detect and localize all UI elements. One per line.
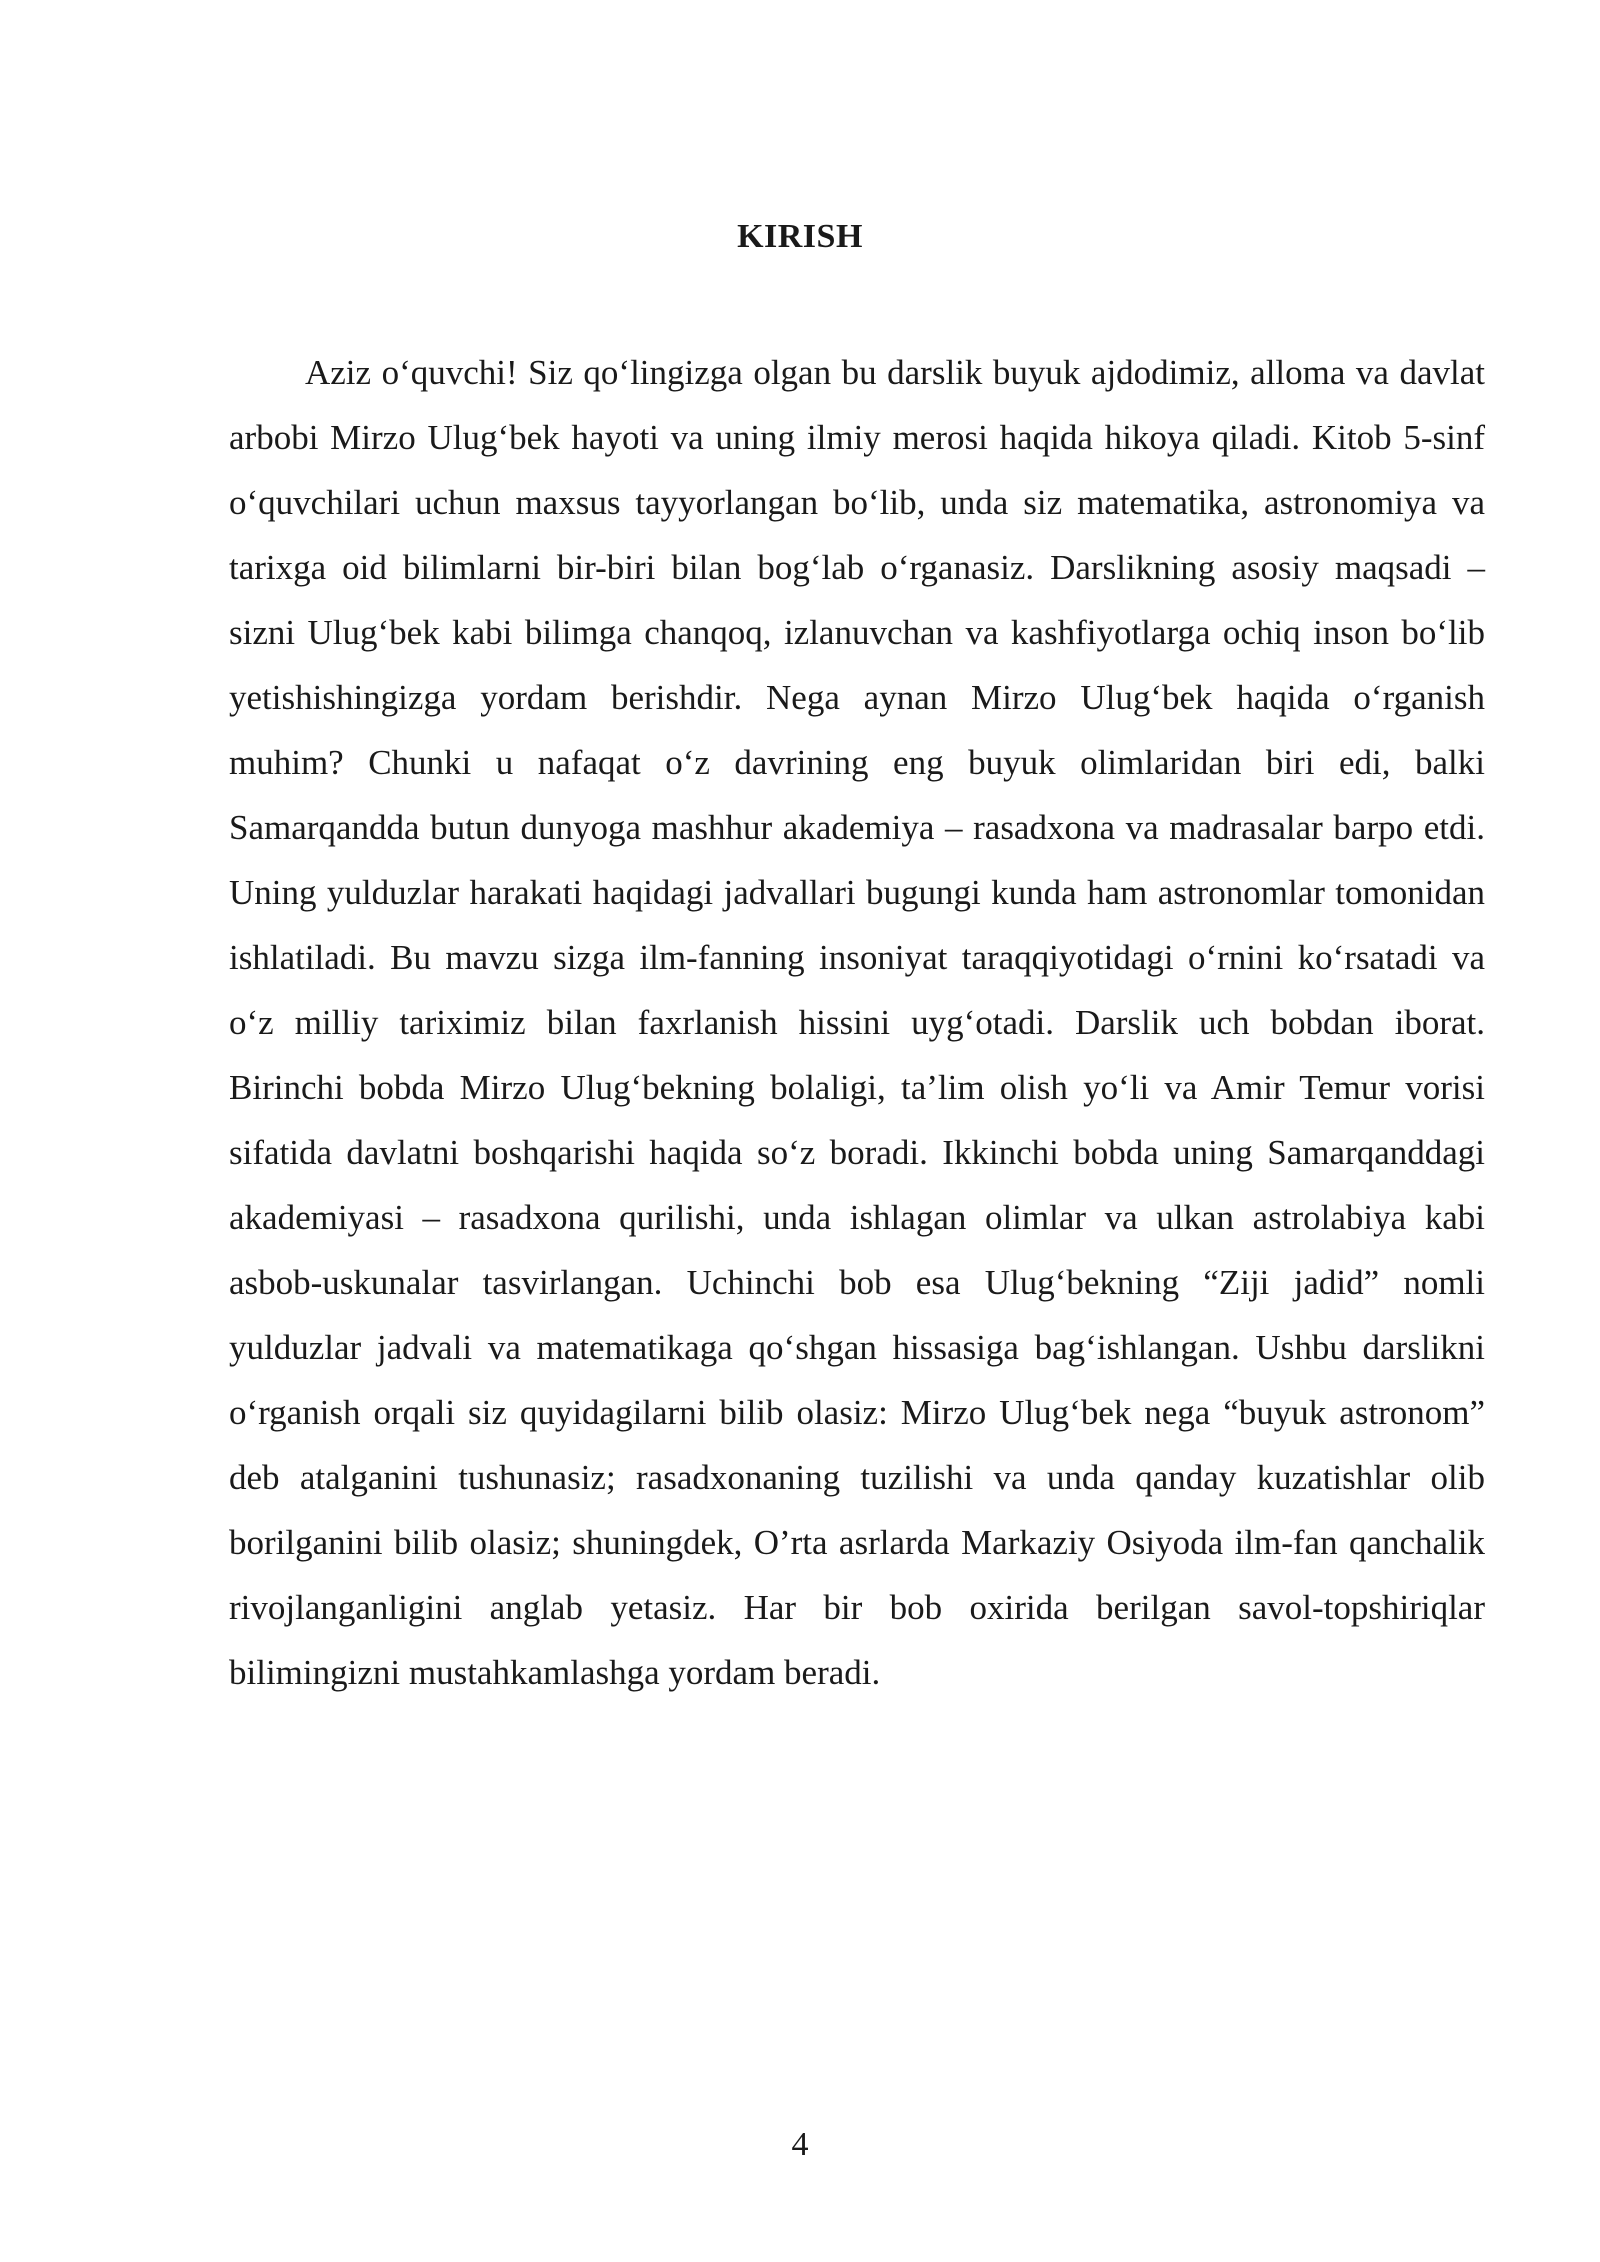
page-number: 4 [791,2126,809,2163]
body-paragraph: Aziz o‘quvchi! Siz qo‘lingizga olgan bu darslik buyuk ajdodimiz, alloma va davlat arbobi Mirzo Ulug‘bek hayoti va uning ilmiy merosi haqida hikoya qiladi. Kitob 5-sinf o‘quvchilari uchun maxsus tayyorlangan bo‘lib, unda siz matematika, astronomiya va tarixga oid bilimlarni bir-biri bilan bog‘lab o‘rganasiz. Darslikning asosiy maqsadi – sizni Ulug‘bek kabi bilimga chanqoq, izlanuvchan va kashfiyotlarga ochiq inson bo‘lib yetishishingizga yordam berishdir. Nega aynan Mirzo Ulug‘bek haqida o‘rganish muhim? Chunki u nafaqat o‘z davrining eng buyuk olimlaridan biri edi, balki Samarqandda butun dunyoga mashhur akademiya – rasadxona va madrasalar barpo etdi. Uning yulduzlar harakati haqidagi jadvallari bugungi kunda ham astronomlar tomonidan ishlatiladi. Bu mavzu sizga ilm-fanning insoniyat taraqqiyotidagi o‘rnini ko‘rsatadi va o‘z milliy tariximiz bilan faxrlanish hissini uyg‘otadi. Darslik uch bobdan iborat. Birinchi bobda Mirzo Ulug‘bekning bolaligi, ta’lim olish yo‘li va Amir Temur vorisi sifatida davlatni boshqarishi haqida so‘z boradi. Ikkinchi bobda uning Samarqanddagi akademiyasi – rasadxona qurilishi, unda ishlagan olimlar va ulkan astrolabiya kabi asbob-uskunalar tasvirlangan. Uchinchi bob esa Ulug‘bekning “Ziji jadid” nomli yulduzlar jadvali va matematikaga qo‘shgan hissasiga bag‘ishlangan. Ushbu darslikni o‘rganish orqali siz quyidagilarni bilib olasiz: Mirzo Ulug‘bek nega “buyuk astronom” deb atalganini tushunasiz; rasadxonaning tuzilishi va unda qanday kuzatishlar olib borilganini bilib olasiz; shuningdek, O’rta asrlarda Markaziy Osiyoda ilm-fan qanchalik rivojlanganligini anglab yetasiz. Har bir bob oxirida berilgan savol-topshiriqlar bilimingizni mustahkamlashga yordam beradi. [229,353,1485,1692]
section-heading: KIRISH [737,218,863,255]
